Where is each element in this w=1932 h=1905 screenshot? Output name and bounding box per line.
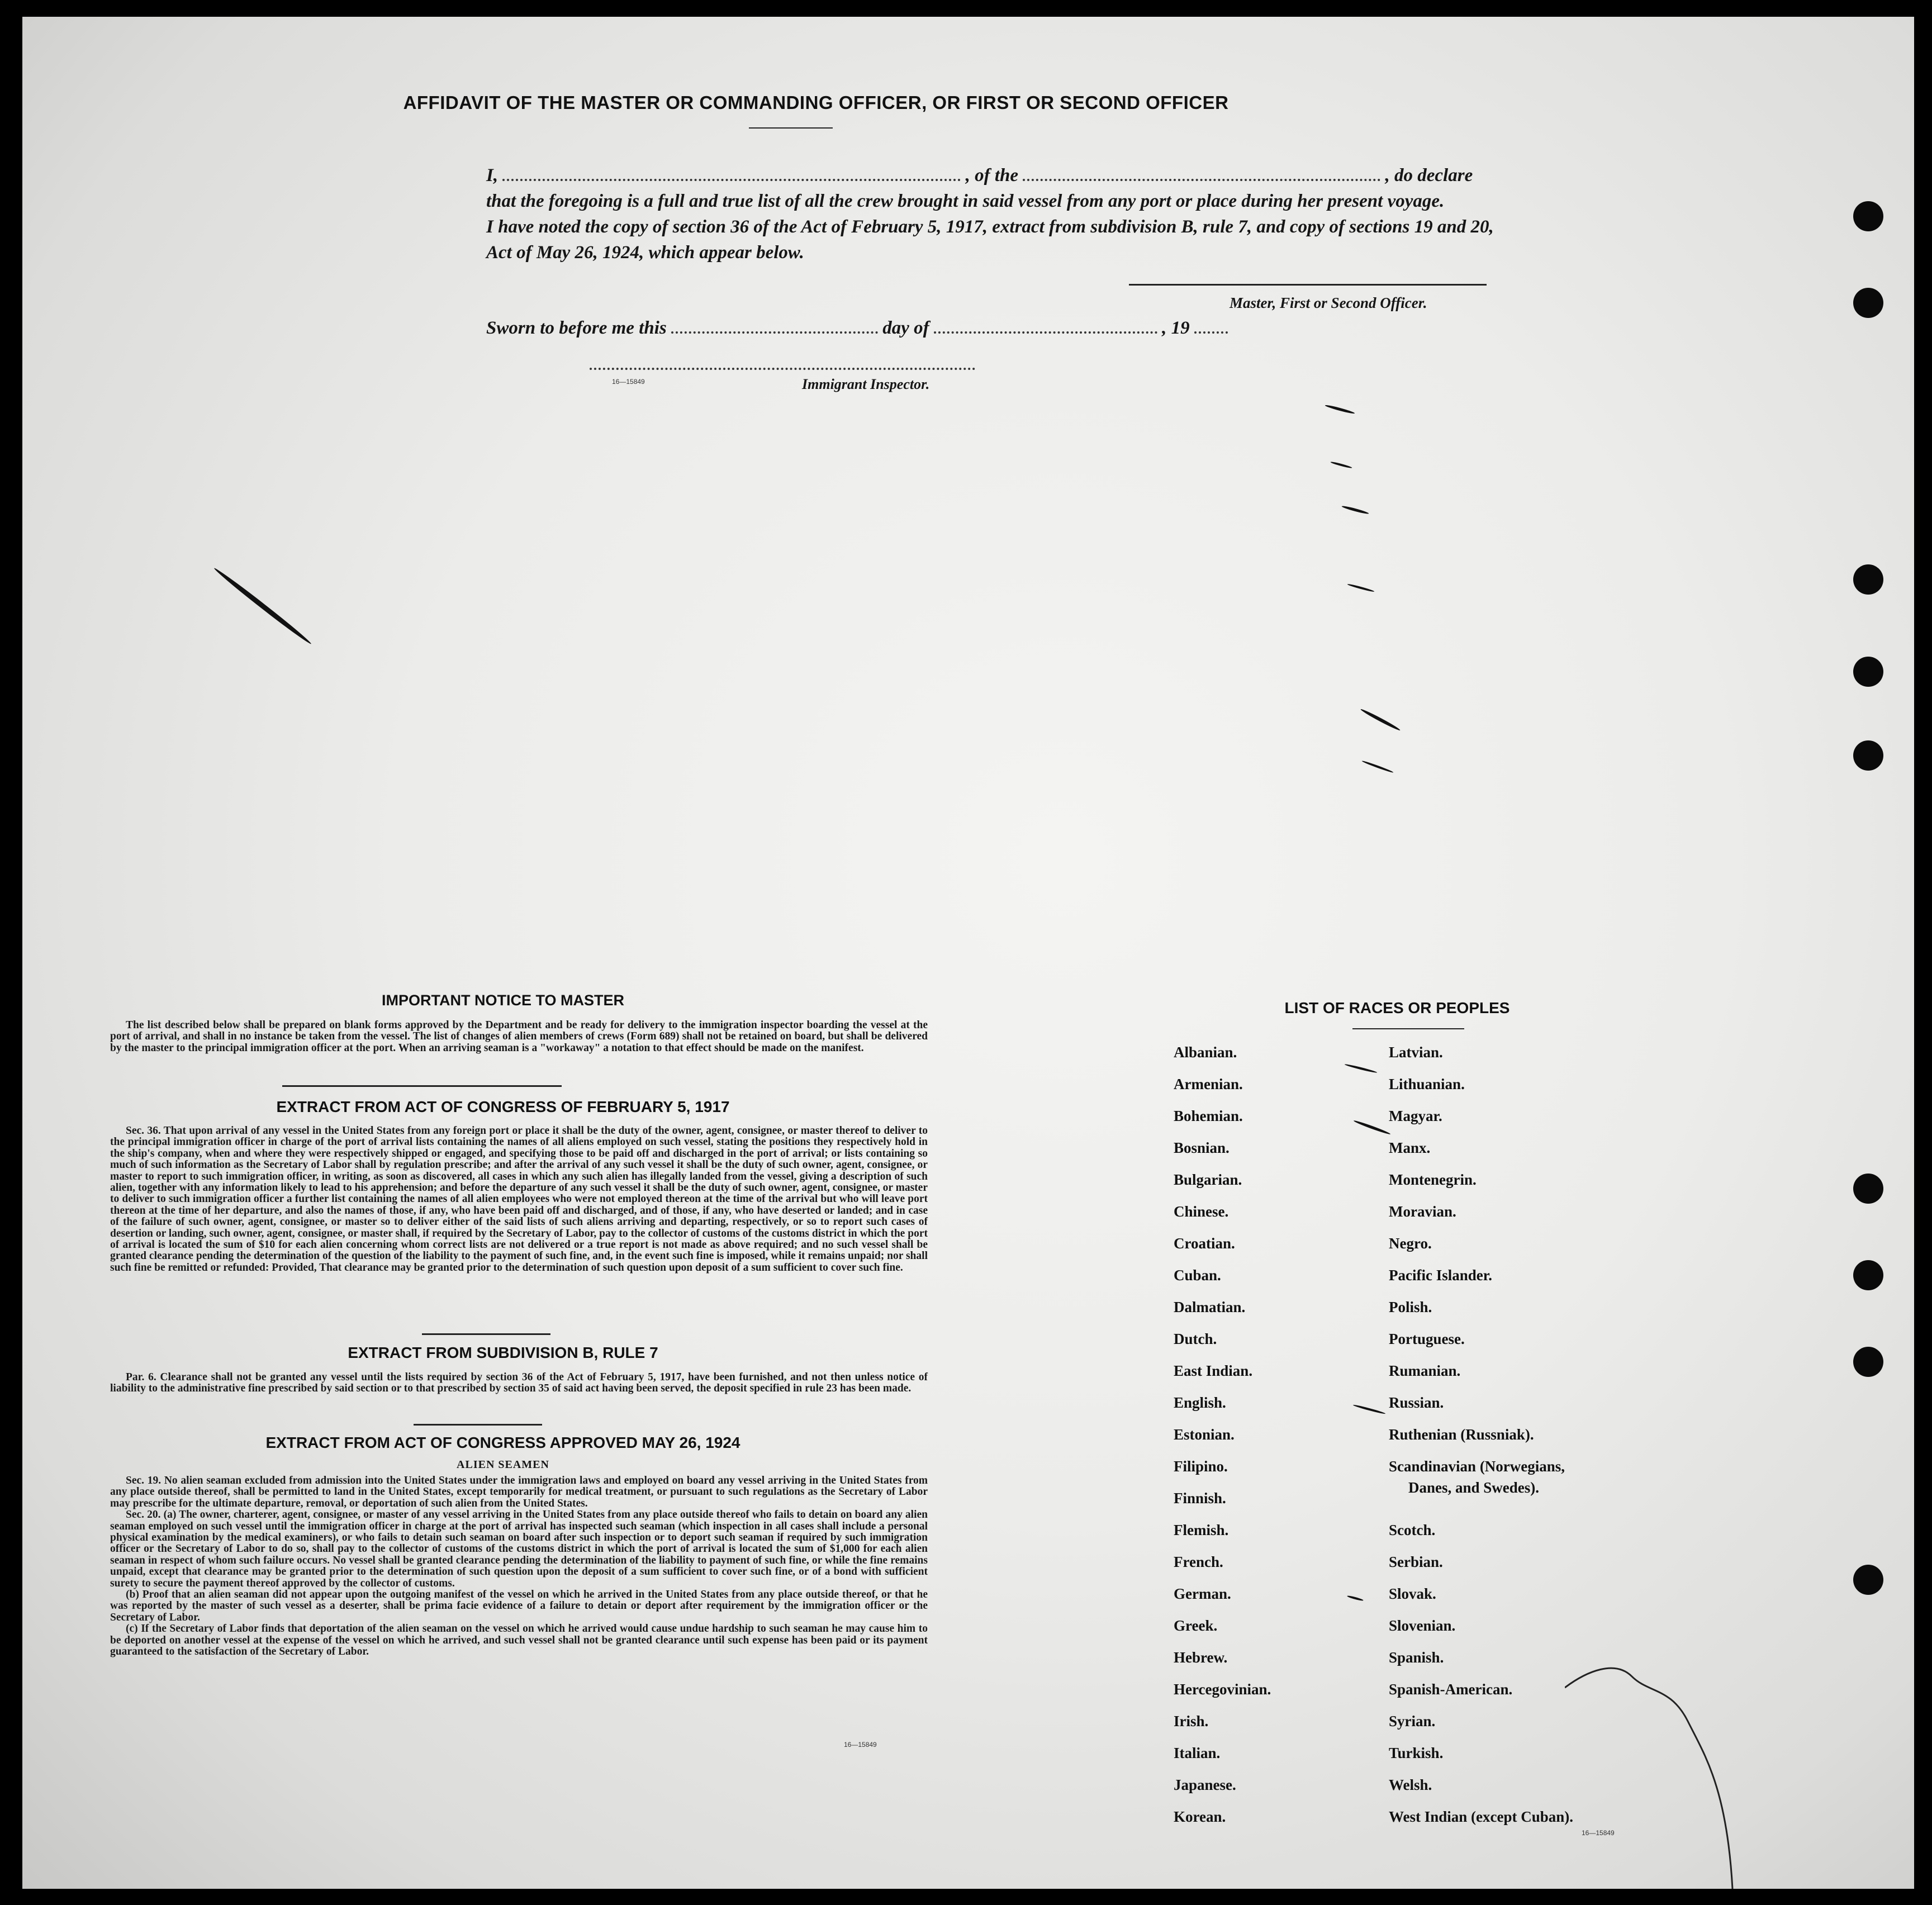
race-item: Hebrew.	[1174, 1649, 1228, 1666]
extract-1917-text	[110, 1125, 928, 1274]
extract-1917-title: EXTRACT FROM ACT OF CONGRESS OF FEBRUARY 5, 1917	[276, 1098, 730, 1115]
race-item: Negro.	[1389, 1235, 1432, 1252]
pen-tick-mark	[1344, 1063, 1377, 1073]
race-item: Hercegovinian.	[1174, 1681, 1271, 1698]
pen-tick-mark	[1360, 708, 1401, 732]
race-item: Japanese.	[1174, 1776, 1236, 1793]
race-item: Syrian.	[1389, 1713, 1436, 1730]
notice-divider	[282, 1085, 562, 1087]
race-item: Albanian.	[1174, 1044, 1237, 1061]
race-item: Dalmatian.	[1174, 1299, 1246, 1315]
binder-hole	[1853, 1347, 1883, 1377]
scanned-document-page	[22, 17, 1914, 1889]
race-item: Serbian.	[1389, 1554, 1443, 1570]
do-declare-label: , do declare	[1385, 165, 1473, 186]
race-item: Armenian.	[1174, 1076, 1243, 1092]
rule7-text	[110, 1372, 928, 1395]
binder-hole	[1853, 564, 1883, 595]
race-item: Slovenian.	[1389, 1617, 1456, 1634]
race-item: Cuban.	[1174, 1267, 1221, 1284]
race-item: Manx.	[1389, 1139, 1431, 1156]
pen-tick-mark	[1347, 1595, 1364, 1602]
pen-tick-mark	[1361, 760, 1394, 773]
race-item: Montenegrin.	[1389, 1171, 1477, 1188]
races-form-number: 16—15849	[1582, 1829, 1615, 1837]
affidavit-declaration-line1	[486, 163, 1548, 188]
race-item: Spanish-American.	[1389, 1681, 1513, 1698]
inspector-signature-line[interactable]	[590, 368, 975, 370]
notice-paragraph: The list described below shall be prepared on blank forms approved by the Department and be ready for delivery to the immigration inspector boarding the vessel at the port of arrival, and shall in no instance be taken from the vessel. The list of changes of alien members of crews (Form 689) shall not be retained on board, but shall be delivered by the master to the principal immigration officer at the port. When an arriving seaman is a "workaway" a notation to that effect should be made on the manifest.	[110, 1019, 928, 1054]
race-item: Bulgarian.	[1174, 1171, 1242, 1188]
race-item: Turkish.	[1389, 1745, 1444, 1761]
pen-stroke-mark	[213, 566, 313, 646]
races-title-underline	[1352, 1028, 1464, 1029]
race-item: English.	[1174, 1394, 1226, 1411]
sworn-line	[486, 316, 1325, 340]
race-item: German.	[1174, 1585, 1231, 1602]
binder-hole	[1853, 201, 1883, 231]
sworn-year-field[interactable]	[1194, 331, 1228, 334]
inspector-label: Immigrant Inspector.	[802, 376, 930, 392]
binder-hole	[1853, 740, 1883, 771]
race-item: Polish.	[1389, 1299, 1432, 1315]
pen-tick-mark	[1353, 1404, 1386, 1414]
race-item: Russian.	[1389, 1394, 1444, 1411]
pen-curve-mark	[1565, 1654, 1766, 1889]
declarant-name-field[interactable]	[502, 179, 961, 181]
race-item: Welsh.	[1389, 1776, 1432, 1793]
race-item: Korean.	[1174, 1808, 1226, 1825]
race-item: Greek.	[1174, 1617, 1218, 1634]
extract-form-number: 16—15849	[844, 1741, 877, 1749]
race-item: Rumanian.	[1389, 1362, 1461, 1379]
sworn-day-field[interactable]	[671, 331, 878, 334]
binder-hole	[1853, 1565, 1883, 1595]
pen-tick-mark	[1347, 583, 1374, 593]
race-item: Spanish.	[1389, 1649, 1444, 1666]
alien-seamen-subtitle: ALIEN SEAMEN	[457, 1459, 549, 1471]
affidavit-form-number: 16—15849	[612, 378, 645, 386]
race-item: Portuguese.	[1389, 1331, 1465, 1347]
binder-hole	[1853, 657, 1883, 687]
section-36-paragraph: Sec. 36. That upon arrival of any vessel in the United States from any foreign port or place it shall be the duty of the owner, agent, consignee, or master thereof to deliver to the principal immigration officer in charge of the port of arrival lists containing the names of all aliens employed on such vessel, stating the positions they respectively hold in the ship's company, when and where they were respectively shipped or engaged, and specifying those to be paid off and discharged in the port of arrival; or lists containing so much of such information as the Secretary of Labor shall by regulation prescribe; and after the arrival of any such vessel it shall be the duty of such owner, agent, consignee, or master to report to such immigration officer, in writing, as soon as discovered, all cases in which any such alien has illegally landed from the vessel, giving a description of such alien, together with any information likely to lead to his apprehension; and before the departure of any such vessel it shall be the duty of such owner, agent, consignee, or master to deliver to such immigration officer a further list containing the names of all alien employees who were not employed thereon at the time of the arrival but who will leave port thereon at the time of her departure, and also the names of those, if any, who have been paid off and discharged, and of those, if any, who have deserted or landed; and in case of the failure of such owner, agent, consignee, or master so to deliver either of the said lists of such aliens arriving and departing, respectively, or so to report such cases of desertion or landing, such owner, agent, consignee, or master shall, if required by the Secretary of Labor, pay to the collector of customs of the customs district in which the port of arrival is located the sum of $10 for each alien concerning whom correct lists are not delivered or a true report is not made as above required; and no such vessel shall be granted clearance pending the determination of the question of the liability to the payment of such fine, and, in the event such fine is imposed, while it remains unpaid; nor shall such fine be remitted or refunded: Provided, That clearance may be granted prior to the determination of such question upon deposit of a sum sufficient to cover such fine.	[110, 1125, 928, 1274]
race-item: Scandinavian (Norwegians,	[1389, 1458, 1565, 1475]
race-item: Magyar.	[1389, 1108, 1442, 1124]
race-item: Pacific Islander.	[1389, 1267, 1492, 1284]
race-item: Filipino.	[1174, 1458, 1228, 1475]
race-item: Scotch.	[1389, 1522, 1436, 1538]
section-20c-paragraph: (c) If the Secretary of Labor finds that deportation of the alien seaman on the vessel on which he arrived would cause undue hardship to such seaman he may cause him to be deported on another vessel at the expense of the vessel on which he arrived, and such vessel shall not be granted clearance until such expense has been paid or its payment guaranteed to the satisfaction of the Secretary of Labor.	[110, 1623, 928, 1658]
race-item: Lithuanian.	[1389, 1076, 1465, 1092]
race-item: French.	[1174, 1554, 1223, 1570]
affidavit-title: AFFIDAVIT OF THE MASTER OR COMMANDING OFFICER, OR FIRST OR SECOND OFFICER	[403, 92, 1229, 113]
rule7-divider	[414, 1424, 542, 1426]
pen-tick-mark	[1325, 404, 1355, 415]
race-item: Dutch.	[1174, 1331, 1217, 1347]
sworn-label: Sworn to before me this	[486, 318, 667, 338]
race-item: Bohemian.	[1174, 1108, 1243, 1124]
i-label: I,	[486, 165, 499, 186]
extract-1917-divider	[422, 1333, 550, 1335]
rule7-title: EXTRACT FROM SUBDIVISION B, RULE 7	[348, 1344, 658, 1361]
notice-title: IMPORTANT NOTICE TO MASTER	[382, 992, 624, 1009]
binder-hole	[1853, 1174, 1883, 1204]
affidavit-declaration-line2: that the foregoing is a full and true list of all the crew brought in said vessel from any port or place during her present voyage.	[486, 191, 1445, 211]
binder-hole	[1853, 1260, 1883, 1290]
race-item: Croatian.	[1174, 1235, 1235, 1252]
notice-text	[110, 1020, 928, 1054]
affidavit-title-underline	[749, 127, 833, 129]
race-item: West Indian (except Cuban).	[1389, 1808, 1574, 1825]
section-20b-paragraph: (b) Proof that an alien seaman did not appear upon the outgoing manifest of the vessel on which he arrived in the United States from any place outside thereof, or that he was reported by the master of such vessel as a deserter, shall be prima facie evidence of a failure to detain or deport after requirement by the immigration officer or the Secretary of Labor.	[110, 1589, 928, 1623]
vessel-name-field[interactable]	[1023, 179, 1380, 181]
race-item: Moravian.	[1389, 1203, 1456, 1220]
race-item: Flemish.	[1174, 1522, 1229, 1538]
race-item: Ruthenian (Russniak).	[1389, 1426, 1534, 1443]
race-item: Latvian.	[1389, 1044, 1443, 1061]
year-label: , 19	[1162, 318, 1190, 338]
master-signature-line[interactable]	[1129, 284, 1487, 286]
race-item: Italian.	[1174, 1745, 1221, 1761]
affidavit-declaration-line3: I have noted the copy of section 36 of the Act of February 5, 1917, extract from subdivision B, rule 7, and copy of sections 19 and 20,	[486, 217, 1494, 237]
races-title: LIST OF RACES OR PEOPLES	[1284, 999, 1510, 1016]
section-19-paragraph: Sec. 19. No alien seaman excluded from admission into the United States under the immigration laws and employed on board any vessel arriving in the United States from any place outside thereof, shall be permitted to land in the United States, except temporarily for medical treatment, or pursuant to such regulations as the Secretary of Labor may prescribe for the ultimate departure, removal, or deportation of such alien from the United States.	[110, 1475, 928, 1509]
race-item: Danes, and Swedes).	[1408, 1479, 1540, 1496]
affidavit-declaration-line4: Act of May 26, 1924, which appear below.	[486, 243, 804, 263]
pen-tick-mark	[1341, 505, 1369, 515]
binder-hole	[1853, 288, 1883, 318]
race-item: Slovak.	[1389, 1585, 1436, 1602]
rule7-paragraph: Par. 6. Clearance shall not be granted any vessel until the lists required by section 36 of the Act of February 5, 1917, have been furnished, and not then unless notice of liability to the administrative fine prescribed by said section or to that prescribed by section 35 of said act having been served, the deposit specified in rule 23 has been made.	[110, 1371, 928, 1395]
race-item: Finnish.	[1174, 1490, 1226, 1507]
master-signature-label: Master, First or Second Officer.	[1230, 294, 1427, 311]
pen-tick-mark	[1330, 461, 1352, 469]
race-item: Estonian.	[1174, 1426, 1235, 1443]
section-20a-paragraph: Sec. 20. (a) The owner, charterer, agent, consignee, or master of any vessel arriving in the United States from any place outside thereof who fails to detain on board any alien seaman employed on such vessel until the immigration officer in charge at the port of arrival has inspected such seaman (which inspection in all cases shall include a personal physical examination by the medical examiners), or who fails to detain such seaman on board after such inspection or to deport such seaman if required by such immigration officer or the Secretary of Labor to do so, shall pay to the collector of customs of the customs district in which the port of arrival is located the sum of $1,000 for each alien seaman in respect of whom such failure occurs. No vessel shall be granted clearance pending the determination of the liability to payment of such fine, or while the fine remains unpaid, except that clearance may be granted prior to the determination of such question upon the deposit of a sum sufficient to cover such fine, or of a bond with sufficient surety to secure the payment thereof approved by the collector of customs.	[110, 1509, 928, 1589]
pen-tick-mark	[1353, 1119, 1390, 1136]
sworn-month-field[interactable]	[934, 331, 1157, 334]
race-item: Irish.	[1174, 1713, 1209, 1730]
of-the-label: , of the	[965, 165, 1019, 186]
day-of-label: day of	[882, 318, 929, 338]
race-item: East Indian.	[1174, 1362, 1253, 1379]
race-item: Chinese.	[1174, 1203, 1229, 1220]
extract-1924-text	[110, 1475, 928, 1658]
race-item: Bosnian.	[1174, 1139, 1230, 1156]
extract-1924-title: EXTRACT FROM ACT OF CONGRESS APPROVED MAY 26, 1924	[265, 1434, 740, 1451]
